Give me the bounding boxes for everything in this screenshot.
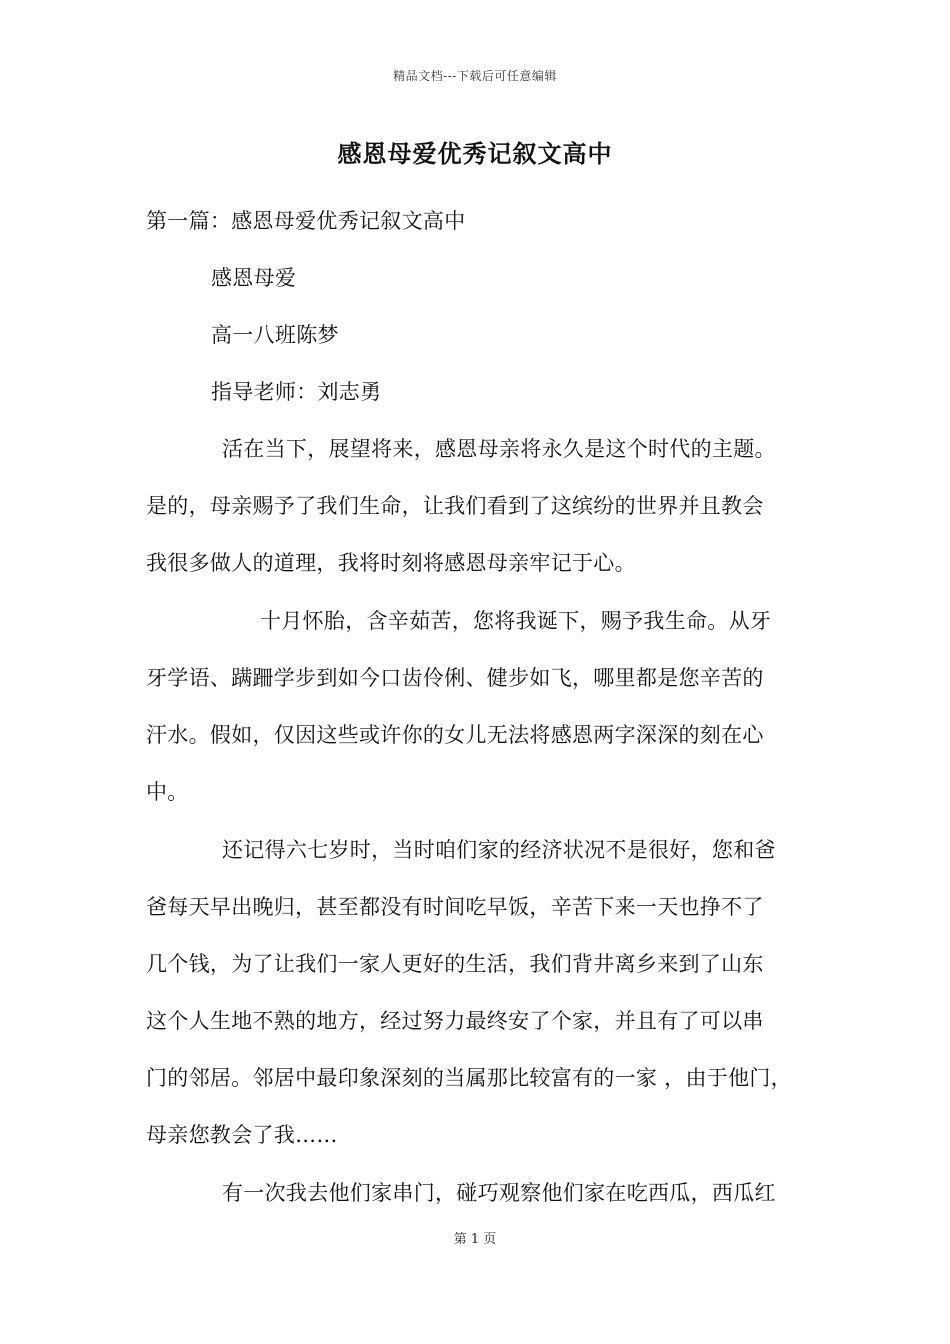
paragraph-line: 牙学语、蹒跚学步到如今口齿伶俐、健步如飞，哪里都是您辛苦的 [146, 666, 764, 690]
paragraph-line: 中。 [146, 780, 189, 804]
essay-title: 感恩母爱 [211, 266, 297, 290]
paragraph-line: 门的邻居。邻居中最印象深刻的当属那比较富有的一家 ，由于他门， [146, 1066, 792, 1090]
paragraph-line: 有一次我去他们家串门，碰巧观察他们家在吃西瓜，西瓜红 [222, 1181, 776, 1205]
advisor-line: 指导老师：刘志勇 [211, 380, 382, 404]
paragraph-line: 母亲您教会了我…… [146, 1123, 338, 1147]
paragraph-line: 十月怀胎，含辛茹苦，您将我诞下，赐予我生命。从牙 [260, 609, 772, 633]
paragraph-line: 这个人生地不熟的地方，经过努力最终安了个家，并且有了可以串 [146, 1009, 764, 1033]
paragraph-line: 几个钱，为了让我们一家人更好的生活，我们背井离乡来到了山东 [146, 952, 764, 976]
section-heading: 第一篇：感恩母爱优秀记叙文高中 [146, 209, 466, 233]
page-number: 第 1 页 [453, 1232, 497, 1247]
paragraph-line: 汗水。假如，仅因这些或许你的女儿无法将感恩两字深深的刻在心 [146, 723, 764, 747]
paragraph-line: 活在当下，展望将来，感恩母亲将永久是这个时代的主题。 [222, 437, 776, 461]
paragraph-line: 还记得六七岁时，当时咱们家的经济状况不是很好，您和爸 [222, 838, 776, 862]
document-title: 感恩母爱优秀记叙文高中 [337, 139, 613, 168]
paragraph-line: 爸每天早出晚归，甚至都没有时间吃早饭，辛苦下来一天也挣不了 [146, 895, 764, 919]
author-line: 高一八班陈梦 [211, 323, 339, 347]
header-note: 精品文档---下载后可任意编辑 [393, 69, 557, 83]
paragraph-line: 是的，母亲赐予了我们生命，让我们看到了这缤纷的世界并且教会 [146, 494, 764, 518]
paragraph-line: 我很多做人的道理，我将时刻将感恩母亲牢记于心。 [146, 551, 636, 575]
